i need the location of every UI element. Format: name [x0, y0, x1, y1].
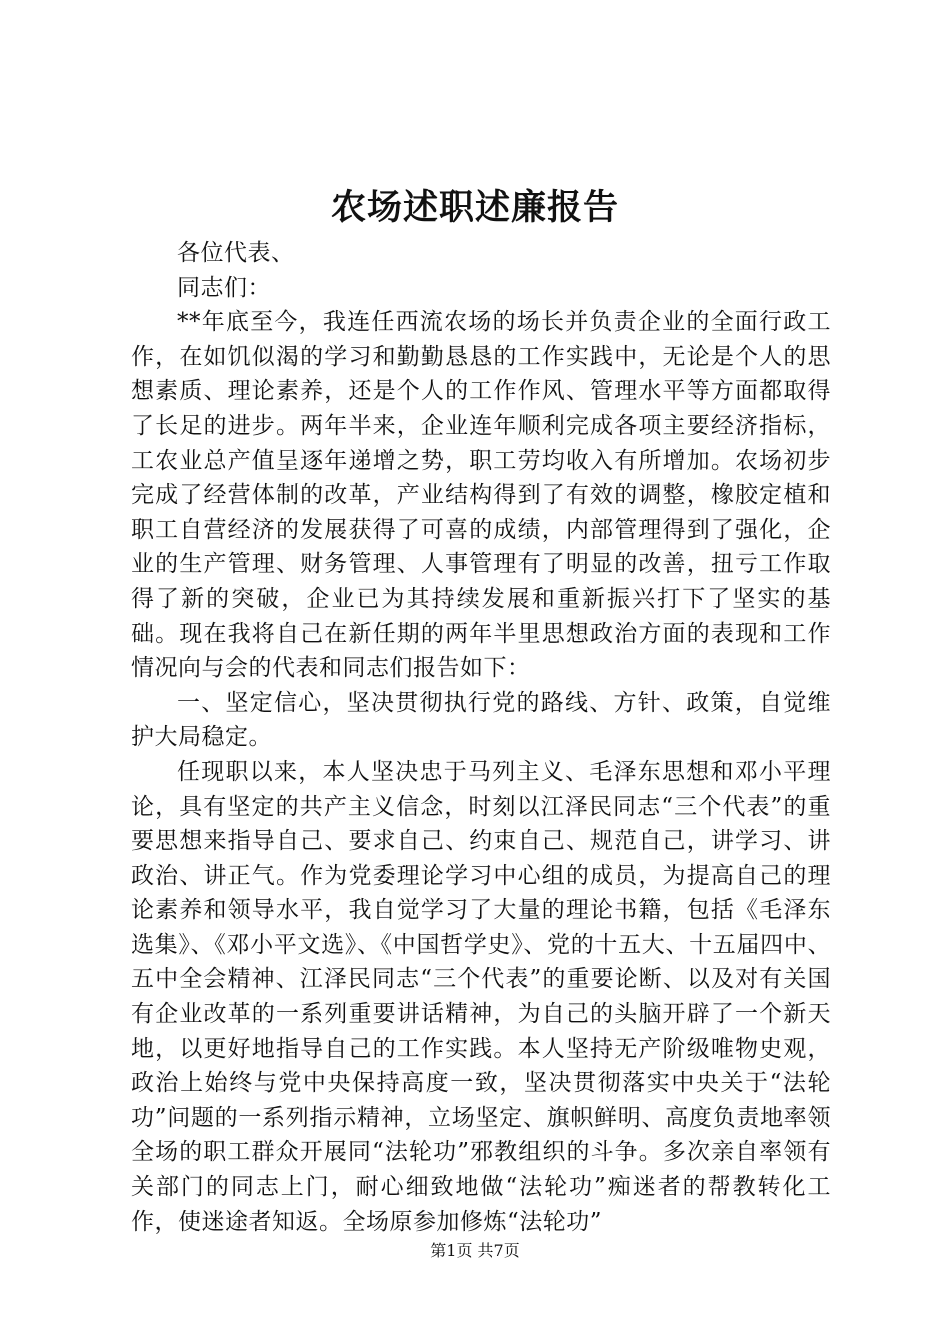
page-footer: 第1页 共7页 — [430, 1241, 520, 1260]
salutation-line: 同志们： — [177, 274, 271, 301]
document-body — [131, 236, 831, 1239]
section-heading: 一、坚定信心，坚决贯彻执行党的路线、方针、政策，自觉维护大局稳定。 — [131, 689, 831, 751]
body-paragraph: **年底至今，我连任西流农场的场长并负责企业的全面行政工作，在如饥似渴的学习和勤勤恳恳的工作实践中，无论是个人的思想素质、理论素养，还是个人的工作作风、管理水平等方面都取得了长足的进步。两年半来，企业连年顺利完成各项主要经济指标，工农业总产值呈逐年递增之势，职工劳均收入有所增加。农场初步完成了经营体制的改革，产业结构得到了有效的调整，橡胶定植和职工自营经济的发展获得了可喜的成绩，内部管理得到了强化，企业的生产管理、财务管理、人事管理有了明显的改善，扭亏工作取得了新的突破，企业已为其持续发展和重新振兴打下了坚实的基础。现在我将自己在新任期的两年半里思想政治方面的表现和工作情况向与会的代表和同志们报告如下： — [131, 309, 831, 682]
body-paragraph: 任现职以来，本人坚决忠于马列主义、毛泽东思想和邓小平理论，具有坚定的共产主义信念，时刻以江泽民同志“三个代表”的重要思想来指导自己、要求自己、约束自己、规范自己，讲学习、讲政治、讲正气。作为党委理论学习中心组的成员，为提高自己的理论素养和领导水平，我自觉学习了大量的理论书籍，包括《毛泽东选集》、《邓小平文选》、《中国哲学史》、党的十五大、十五届四中、五中全会精神、江泽民同志“三个代表”的重要论断、以及对有关国有企业改革的一系列重要讲话精神，为自己的头脑开辟了一个新天地，以更好地指导自己的工作实践。本人坚持无产阶级唯物史观，政治上始终与党中央保持高度一致，坚决贯彻落实中央关于“法轮功”问题的一系列指示精神，立场坚定、旗帜鲜明、高度负责地率领全场的职工群众开展同“法轮功”邪教组织的斗争。多次亲自率领有关部门的同志上门，耐心细致地做“法轮功”痴迷者的帮教转化工作，使迷途者知返。全场原参加修炼“法轮功” — [131, 758, 831, 1235]
salutation-line: 各位代表、 — [177, 240, 295, 266]
document-title: 农场述职述廉报告 — [330, 187, 619, 228]
